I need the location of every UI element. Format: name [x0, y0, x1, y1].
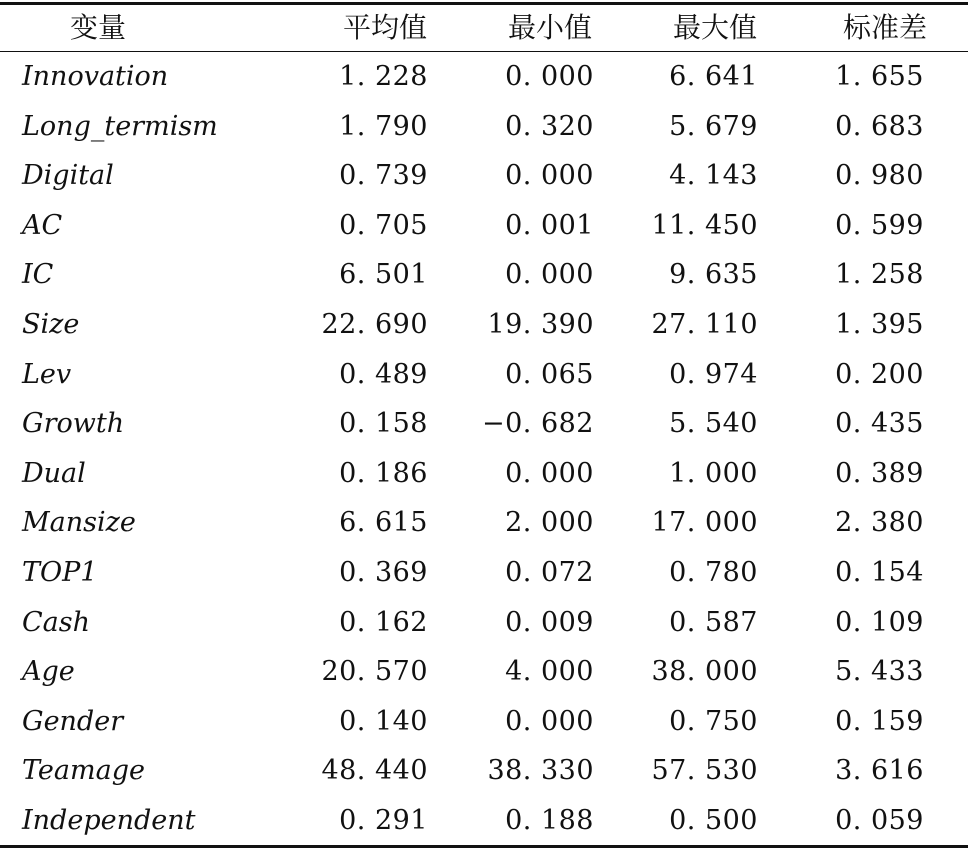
cell-mean: 48. 440: [321, 755, 428, 787]
cell-min: 0. 000: [505, 160, 594, 192]
cell-max: 0. 587: [669, 606, 758, 638]
cell-min: 0. 188: [505, 805, 594, 836]
cell-variable: Lev: [22, 358, 72, 390]
cell-max: 57. 530: [651, 755, 758, 787]
cell-variable: IC: [22, 259, 54, 291]
cell-min: 2. 000: [505, 507, 594, 539]
cell-std: 1. 258: [835, 259, 924, 291]
cell-min: 0. 000: [505, 259, 594, 291]
cell-std: 0. 435: [835, 408, 924, 440]
table-row: [0, 548, 968, 598]
header-variable: 变量: [70, 11, 127, 44]
cell-mean: 0. 158: [339, 408, 428, 440]
cell-variable: Innovation: [22, 61, 169, 92]
cell-variable: TOP1: [22, 557, 98, 588]
cell-variable: Mansize: [22, 507, 136, 539]
cell-mean: 0. 291: [339, 805, 428, 836]
cell-min: 0. 009: [505, 606, 594, 638]
cell-std: 0. 159: [835, 705, 924, 737]
table-row: [0, 250, 968, 300]
table-row: [0, 201, 968, 251]
cell-mean: 0. 369: [339, 557, 428, 588]
cell-variable: Digital: [22, 160, 114, 192]
cell-min: 0. 072: [505, 557, 594, 588]
cell-min: 0. 000: [505, 705, 594, 737]
header-min: 最小值: [507, 11, 592, 44]
cell-std: 0. 599: [835, 209, 924, 241]
table-row: [0, 746, 968, 796]
table-row: [0, 697, 968, 747]
cell-std: 0. 200: [835, 358, 924, 390]
cell-std: 0. 109: [835, 606, 924, 638]
cell-variable: Gender: [22, 705, 124, 737]
table-row: [0, 647, 968, 697]
cell-variable: Dual: [22, 457, 86, 489]
table-row: [0, 102, 968, 152]
cell-min: 0. 000: [505, 457, 594, 489]
cell-max: 5. 679: [669, 110, 758, 142]
cell-min: 19. 390: [487, 309, 594, 340]
cell-variable: Long_termism: [22, 110, 218, 142]
table-row: [0, 300, 968, 350]
cell-variable: Age: [22, 656, 75, 688]
table-row: [0, 52, 968, 102]
cell-max: 0. 500: [669, 805, 758, 836]
cell-variable: Teamage: [22, 755, 145, 787]
cell-max: 4. 143: [669, 160, 758, 192]
cell-mean: 0. 489: [339, 358, 428, 390]
cell-mean: 6. 501: [339, 259, 428, 291]
cell-std: 1. 655: [835, 61, 924, 92]
cell-max: 17. 000: [651, 507, 758, 539]
header-mean: 平均值: [342, 11, 427, 44]
cell-std: 0. 980: [835, 160, 924, 192]
cell-variable: AC: [22, 209, 63, 241]
cell-max: 5. 540: [669, 408, 758, 440]
cell-max: 6. 641: [669, 61, 758, 92]
cell-std: 0. 154: [835, 557, 924, 588]
cell-max: 38. 000: [651, 656, 758, 688]
cell-max: 11. 450: [651, 209, 758, 241]
cell-max: 0. 780: [669, 557, 758, 588]
cell-min: −0. 682: [481, 408, 594, 440]
cell-min: 0. 320: [505, 110, 594, 142]
cell-mean: 0. 186: [339, 457, 428, 489]
cell-std: 3. 616: [835, 755, 924, 787]
table-row: [0, 796, 968, 846]
header-max: 最大值: [672, 11, 757, 44]
cell-variable: Independent: [22, 805, 196, 836]
cell-variable: Cash: [22, 606, 91, 638]
cell-std: 2. 380: [835, 507, 924, 539]
cell-mean: 1. 228: [339, 61, 428, 92]
table-row: [0, 350, 968, 400]
cell-mean: 1. 790: [339, 110, 428, 142]
cell-max: 1. 000: [669, 457, 758, 489]
cell-variable: Size: [22, 309, 80, 340]
cell-max: 0. 750: [669, 705, 758, 737]
cell-std: 0. 683: [835, 110, 924, 142]
cell-min: 4. 000: [505, 656, 594, 688]
cell-max: 9. 635: [669, 259, 758, 291]
table-row: [0, 498, 968, 548]
cell-mean: 0. 140: [339, 705, 428, 737]
table-row: [0, 449, 968, 499]
cell-min: 0. 065: [505, 358, 594, 390]
cell-mean: 0. 705: [339, 209, 428, 241]
table-bottom-rule: [0, 845, 968, 848]
cell-min: 0. 000: [505, 61, 594, 92]
cell-min: 0. 001: [505, 209, 594, 241]
cell-std: 0. 389: [835, 457, 924, 489]
cell-mean: 20. 570: [321, 656, 428, 688]
cell-mean: 22. 690: [321, 309, 428, 340]
table-header-row: [0, 5, 968, 51]
header-std: 标准差: [842, 11, 927, 44]
cell-mean: 0. 162: [339, 606, 428, 638]
cell-variable: Growth: [22, 408, 125, 440]
table-row: [0, 399, 968, 449]
cell-std: 5. 433: [835, 656, 924, 688]
cell-mean: 0. 739: [339, 160, 428, 192]
cell-max: 27. 110: [651, 309, 758, 340]
table-row: [0, 598, 968, 648]
cell-min: 38. 330: [487, 755, 594, 787]
cell-std: 0. 059: [835, 805, 924, 836]
cell-std: 1. 395: [835, 309, 924, 340]
cell-max: 0. 974: [669, 358, 758, 390]
table-body: [0, 52, 968, 845]
cell-mean: 6. 615: [339, 507, 428, 539]
table-row: [0, 151, 968, 201]
